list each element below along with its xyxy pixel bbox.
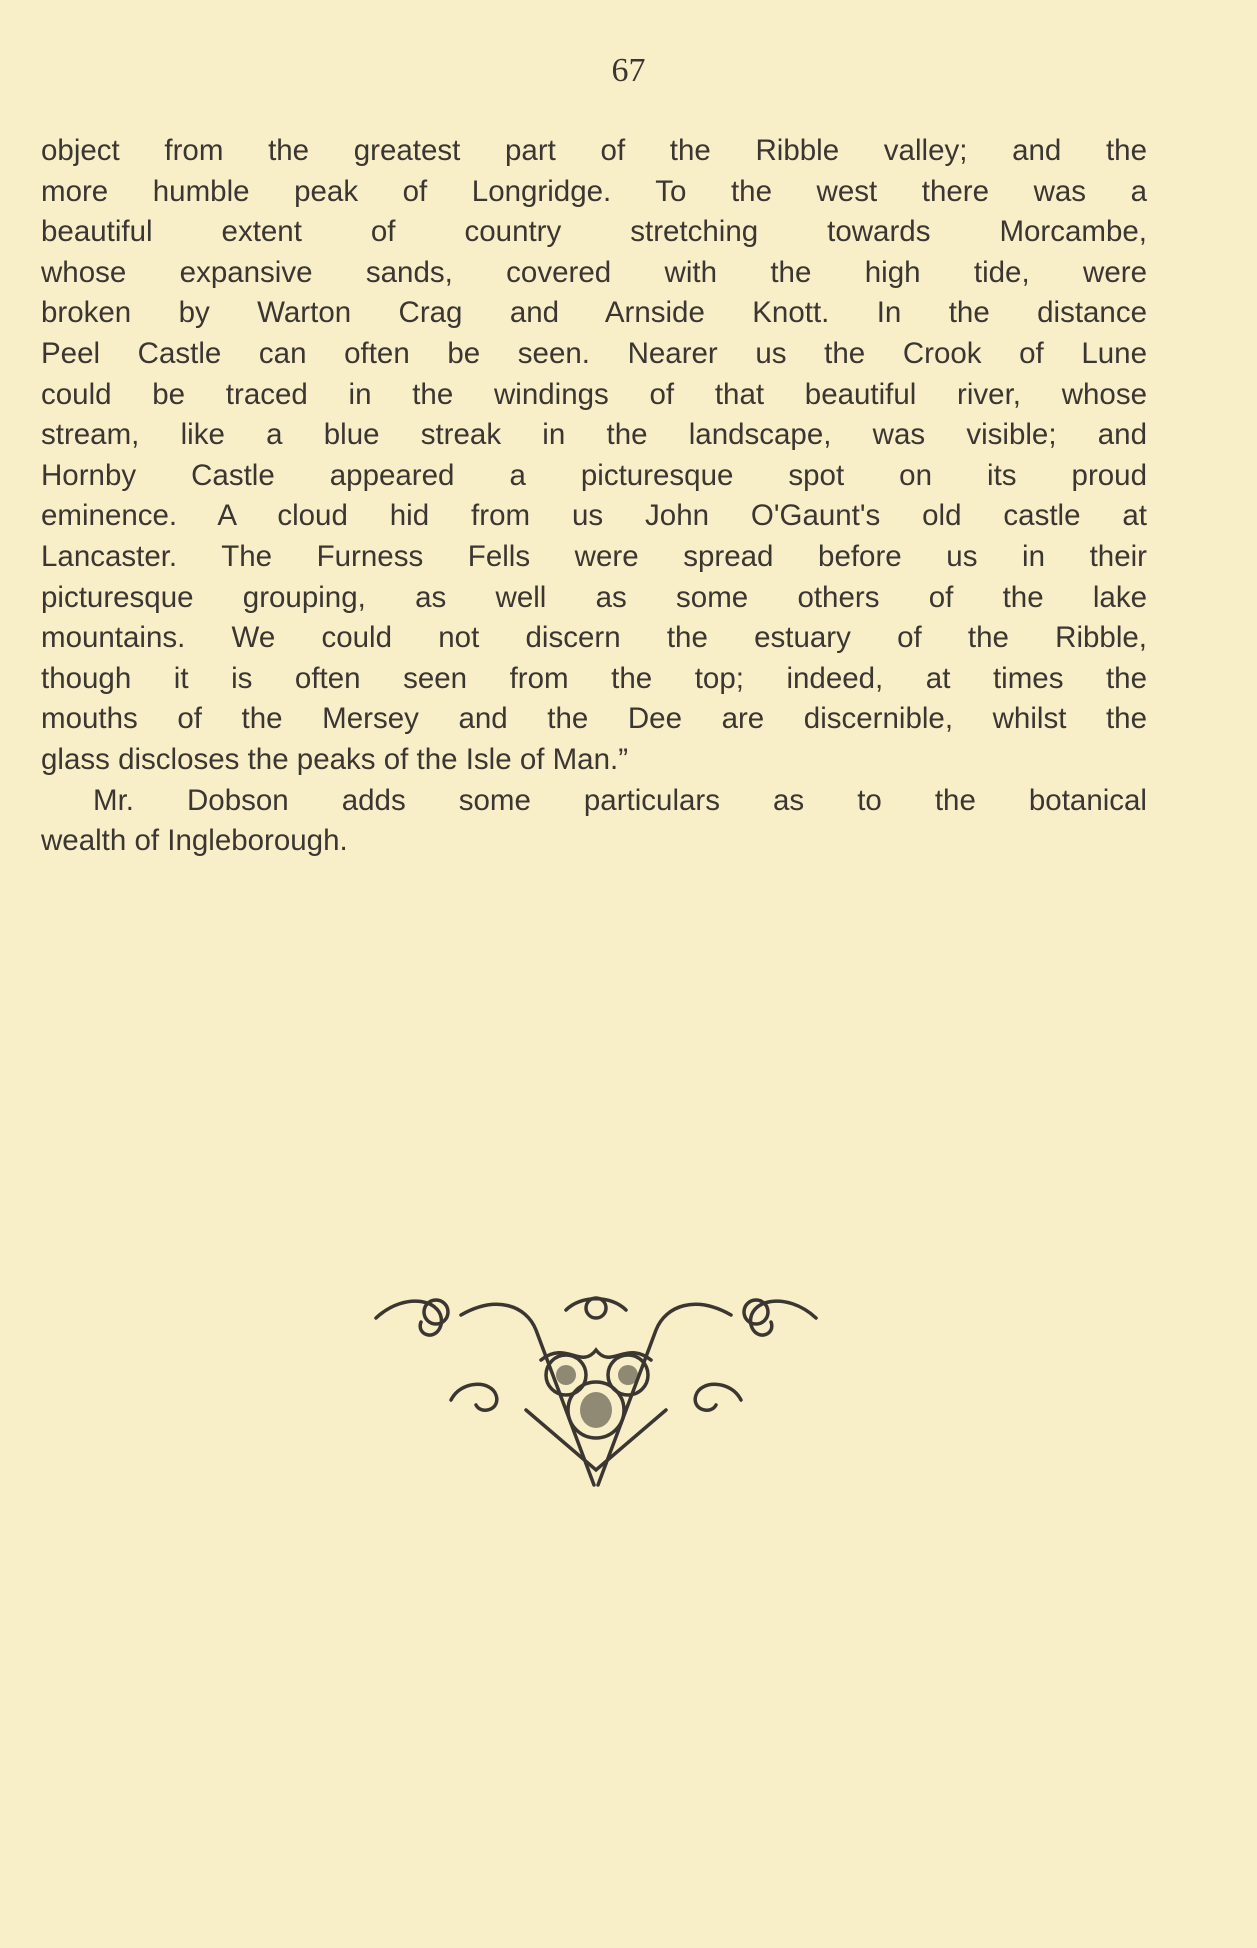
text-line: wealth of Ingleborough.: [41, 824, 348, 858]
text-line: glass discloses the peaks of the Isle of Man.”: [41, 742, 629, 776]
text-line: broken by Warton Crag and Arnside Knott. In the distance: [41, 296, 1147, 330]
text-line: picturesque grouping, as well as some others of the lake: [41, 580, 1147, 614]
text-line: stream, like a blue streak in the landscape, was visible; and: [41, 418, 1147, 452]
text-line: Hornby Castle appeared a picturesque spot on its proud: [41, 458, 1147, 492]
text-line: mouths of the Mersey and the Dee are discernible, whilst the: [41, 702, 1147, 736]
text-line: Peel Castle can often be seen. Nearer us the Crook of Lune: [41, 336, 1147, 370]
text-line: though it is often seen from the top; indeed, at times the: [41, 661, 1147, 695]
text-line: mountains. We could not discern the estuary of the Ribble,: [41, 621, 1147, 655]
body-text: [41, 131, 1147, 862]
text-line: object from the greatest part of the Ribble valley; and the: [41, 134, 1147, 167]
decorative-ornament-icon: [366, 1280, 826, 1495]
text-line: eminence. A cloud hid from us John O'Gaunt's old castle at: [41, 499, 1147, 533]
text-line: more humble peak of Longridge. To the west there was a: [41, 174, 1147, 208]
text-line: beautiful extent of country stretching towards Morcambe,: [41, 215, 1147, 249]
text-line: Lancaster. The Furness Fells were spread before us in their: [41, 539, 1147, 573]
text-line: Mr. Dobson adds some particulars as to the botanical: [93, 783, 1147, 817]
text-line: whose expansive sands, covered with the high tide, were: [41, 255, 1147, 289]
page-number: 67: [611, 52, 646, 89]
text-line: could be traced in the windings of that beautiful river, whose: [41, 377, 1147, 411]
